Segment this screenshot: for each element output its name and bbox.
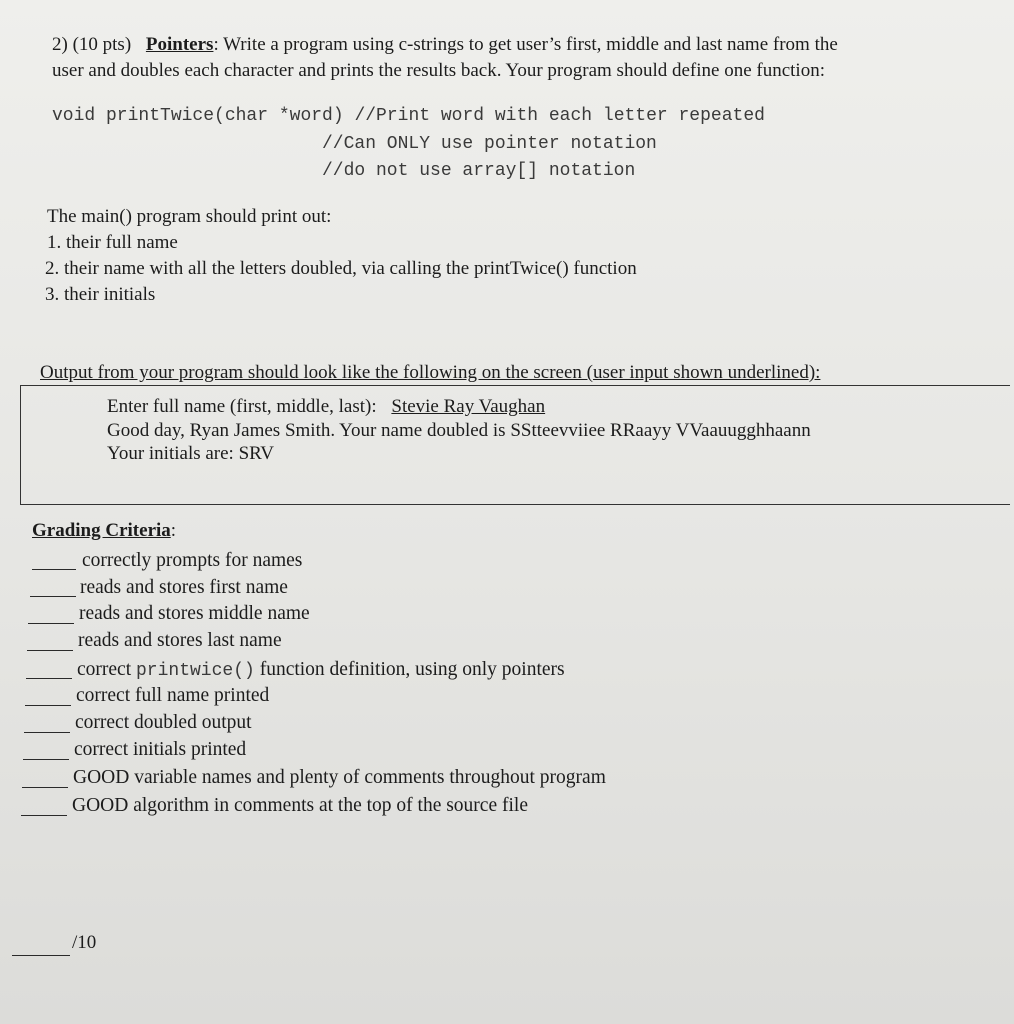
criterion-item: correct doubled output (75, 712, 252, 733)
question-number: 2) (10 pts) (52, 34, 132, 55)
criterion-item: GOOD algorithm in comments at the top of the source file (72, 795, 528, 816)
grading-heading: Grading Criteria (32, 520, 171, 541)
question-line-1 (52, 34, 838, 56)
output-initials-line: Your initials are: SRV (107, 443, 275, 464)
criterion-item: correctly prompts for names (82, 550, 303, 571)
criterion-item: reads and stores middle name (79, 603, 310, 624)
criterion-code: printwice() (136, 661, 255, 681)
score-blank[interactable] (25, 705, 71, 706)
output-doubled-line: Good day, Ryan James Smith. Your name doubled is SStteevviiee RRaayy VVaauugghhaann (107, 420, 811, 441)
code-signature: void printTwice(char *word) //Print word with each letter repeated (52, 106, 765, 126)
grading-heading-line (32, 520, 176, 542)
requirement-item: 3. their initials (45, 284, 156, 305)
criterion-item: correct full name printed (76, 685, 270, 706)
criterion-item: correct initials printed (74, 739, 247, 760)
criterion-suffix: function definition, using only pointers (259, 659, 565, 680)
requirements-intro: The main() program should print out: (47, 206, 332, 227)
score-blank[interactable] (32, 569, 76, 570)
criterion-item-printwice (77, 659, 565, 682)
grading-heading-colon: : (170, 520, 177, 541)
score-blank[interactable] (23, 759, 69, 760)
output-prompt-line (107, 396, 545, 418)
criterion-prefix: correct (77, 659, 132, 680)
criterion-item: GOOD variable names and plenty of comments throughout program (73, 767, 606, 788)
score-blank[interactable] (30, 596, 76, 597)
code-comment-2: //do not use array[] notation (322, 161, 636, 181)
question-line-2: user and doubles each character and prints the results back. Your program should define one function: (52, 60, 825, 81)
question-text-1: : Write a program using c-strings to get user’s first, middle and last name from the (213, 34, 838, 55)
score-blank[interactable] (21, 815, 67, 816)
score-blank[interactable] (27, 650, 73, 651)
score-blank[interactable] (24, 732, 70, 733)
output-user-input: Stevie Ray Vaughan (391, 396, 546, 417)
output-heading: Output from your program should look like the following on the screen (user input shown underlined): (40, 362, 821, 383)
total-points: /10 (72, 932, 97, 953)
question-title: Pointers (145, 34, 214, 55)
score-blank[interactable] (22, 787, 68, 788)
total-score-blank[interactable] (12, 955, 70, 956)
output-prompt: Enter full name (first, middle, last): (107, 396, 377, 417)
requirement-item: 1. their full name (47, 232, 178, 253)
score-blank[interactable] (28, 623, 74, 624)
code-comment-1: //Can ONLY use pointer notation (322, 134, 657, 154)
criterion-item: reads and stores last name (78, 630, 282, 651)
requirement-item: 2. their name with all the letters doubled, via calling the printTwice() function (45, 258, 637, 279)
score-blank[interactable] (26, 678, 72, 679)
criterion-item: reads and stores first name (80, 577, 288, 598)
